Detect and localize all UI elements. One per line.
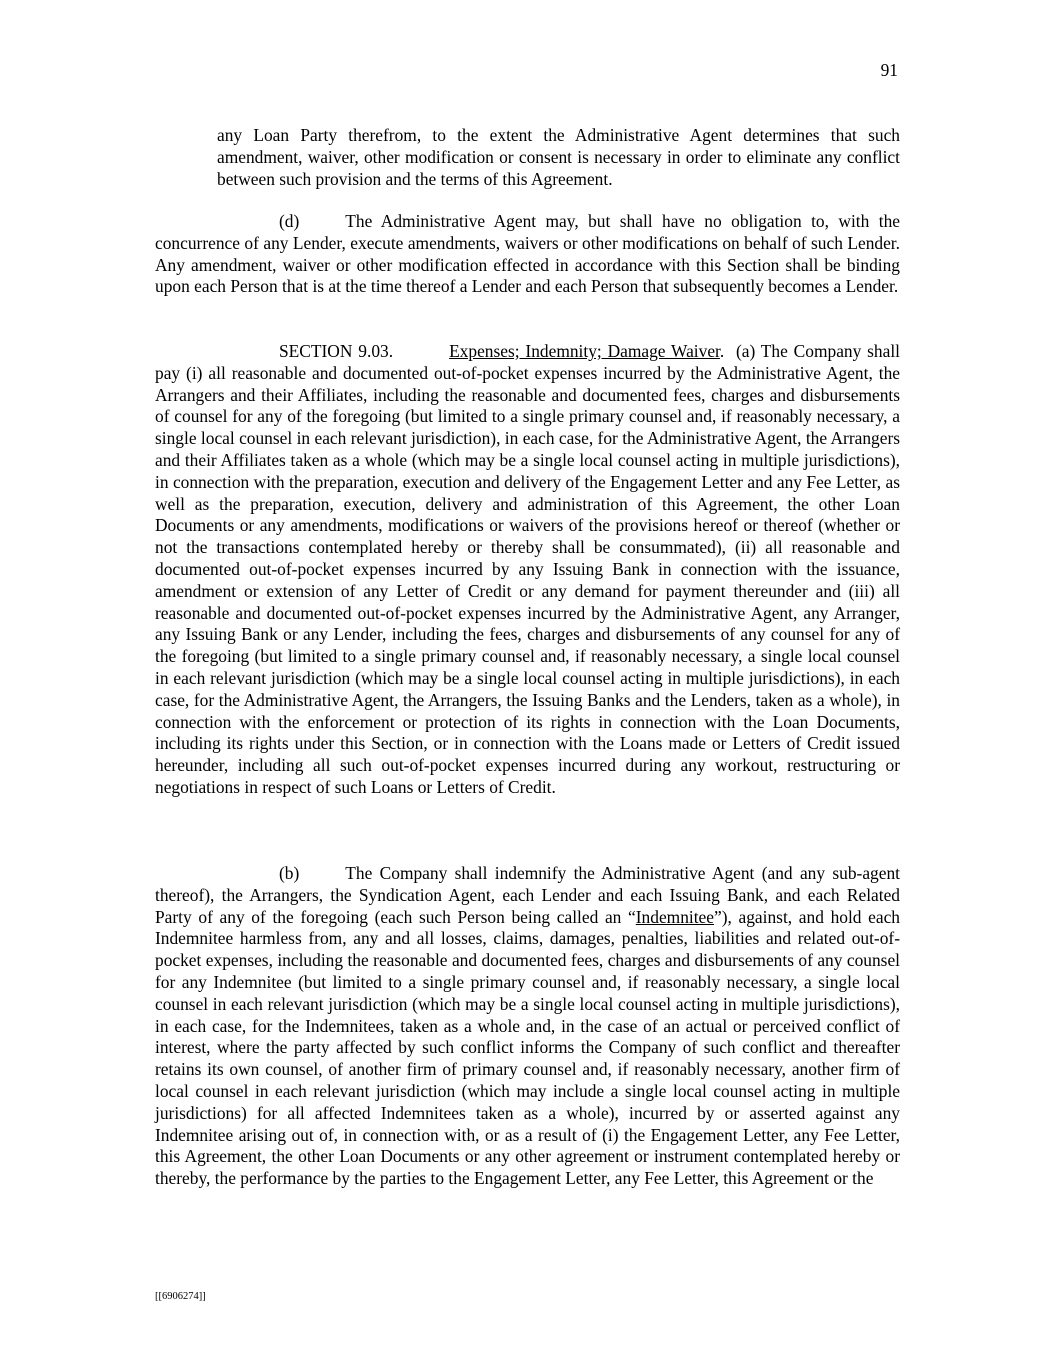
defined-term: Indemnitee (635, 906, 714, 927)
clause-text: The Administrative Agent may, but shall have no obligation to, with the concurrence of any Lender, execute amendments, waivers or other modifications on behalf of such Lender. Any amendment, waiver or other modification effected in accordance with this Section shall be binding upon each Person that is at the time thereof a Lender and each Person that subsequently becomes a Lender. (155, 211, 900, 297)
section-9-03 (155, 341, 900, 799)
clause-label: (d) (279, 211, 300, 231)
section-heading: Expenses; Indemnity; Damage Waiver (449, 341, 720, 361)
paragraph-d (155, 211, 900, 298)
section-text: (a) The Company shall pay (i) all reasonable and documented out-of-pocket expenses incurred by the Administrative Agent, the Arrangers and their Affiliates, including the reasonable and documented fees, charges and disbursements of counsel for any of the foregoing (but limited to a single primary counsel and, if reasonably necessary, a single local counsel in each relevant jurisdiction), in each case, for the Administrative Agent, the Arrangers and their Affiliates taken as a whole (which may be a single local counsel acting in multiple jurisdictions), in connection with the preparation, execution and delivery of the Engagement Letter and any Fee Letter, as well as the preparation, execution, delivery and administration of this Agreement, the other Loan Documents or any amendments, modifications or waivers of the provisions hereof or thereof (whether or not the transactions contemplated hereby or thereby shall be consummated), (ii) all reasonable and documented out-of-pocket expenses incurred by any Issuing Bank in connection with the issuance, amendment or extension of any Letter of Credit or any demand for payment thereunder and (iii) all reasonable and documented out-of-pocket expenses incurred by the Administrative Agent, any Arranger, any Issuing Bank or any Lender, including the fees, charges and disbursements of any counsel for any of the foregoing (but limited to a single primary counsel and, if reasonably necessary, a single local counsel in each relevant jurisdiction (which may be a single local counsel acting in multiple jurisdictions), in each case, for the Administrative Agent, the Arrangers, the Issuing Banks and the Lenders, taken as a whole), in connection with the enforcement or protection of its rights in connection with the Loan Documents, including its rights under this Section, or in connection with the Loans made or Letters of Credit issued hereunder, including all such out-of-pocket expenses incurred during any workout, restructuring or negotiations in respect of such Loans or Letters of Credit. (155, 341, 900, 797)
section-number: SECTION 9.03. (279, 341, 394, 361)
clause-text-after: ”), against, and hold each Indemnitee harmless from, any and all losses, claims, damages, penalties, liabilities and related out-of-pocket expenses, including the reasonable and documented fees, charges and disbursements of any counsel for any Indemnitee (but limited to a single primary counsel and, if reasonably necessary, a single local counsel in each relevant jurisdiction (which may be a single local counsel acting in multiple jurisdictions), in each case, for the Indemnitees, taken as a whole and, in the case of an actual or perceived conflict of interest, where the party affected by such conflict informs the Company of such conflict and thereafter retains its own counsel, of another firm of primary counsel and, if reasonably necessary, another firm of local counsel in each relevant jurisdiction (which may include a single local counsel acting in multiple jurisdictions) for all affected Indemnitees taken as a whole), incurred by or asserted against any Indemnitee arising out of, in connection with, or as a result of (i) the Engagement Letter, any Fee Letter, this Agreement, the other Loan Documents or any other agreement or instrument contemplated hereby or thereby, the performance by the parties to the Engagement Letter, any Fee Letter, this Agreement or the (155, 906, 900, 1189)
paragraph-b (155, 863, 900, 1190)
document-id: [[6906274]] (155, 1291, 206, 1302)
clause-label: (b) (279, 863, 300, 883)
page-number: 91 (880, 60, 898, 80)
paragraph-continuation: any Loan Party therefrom, to the extent the Administrative Agent determines that such amendment, waiver, other modification or consent is necessary in order to eliminate any conflict between such provision and the terms of this Agreement. (217, 125, 900, 189)
section-heading-end: . (719, 341, 725, 361)
clause-text-before: The Company shall indemnify the Administrative Agent (and any sub-agent thereof), the Arrangers, the Syndication Agent, each Lender and each Issuing Bank, and each Related Party of any of the foregoing (each such Person being called an “ (155, 863, 900, 927)
